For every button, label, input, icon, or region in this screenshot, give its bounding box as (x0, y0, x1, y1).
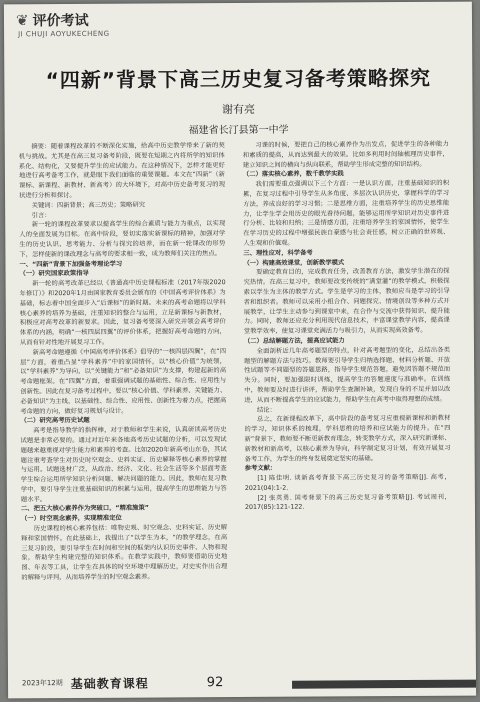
section-heading: 参考文献： (244, 465, 277, 473)
column-brand (16, 10, 110, 39)
brand-title: 评价考试 (32, 12, 89, 30)
section-heading: 二、把五大核心素养作为突破口，“精准施策” (20, 505, 149, 513)
issue-date: 2023年12期 (22, 679, 63, 688)
article-affiliation: 福建省长汀县第一中学 (188, 124, 289, 137)
section-heading: 一、“四新”背景下加强备考理论学习 (19, 260, 123, 268)
paragraph: 要确定教育目的，完成教育任务，改善教育方法，激发学生潜在的探究热情。在高三复习中，教师要改变传统的“满堂灌”的教学模式，积极探索以学生为主体的教学方式。学生是学习的主体，教师应当是学习的引导者和组织者。教师可以采用小组合作、问题探究、情境创设等多种方式开展教学，让学生主动参与到课堂中来，在合作与交流中获得知识、提升能力。同时，教师还应充分利用现代信息技术，丰富课堂教学内容，提高课堂教学效率，使复习课堂充满活力与吸引力，从而实现高效备考。 (243, 268, 450, 336)
right-text-column (243, 140, 452, 666)
brand-pinyin: JI CHUJI AOYUKECHENG (18, 29, 110, 39)
paragraph: 摘要：随着课程改革的不断深化实施，给高中历史教学带来了新的契机与挑战。尤其是在高三复习备考阶段，既要在短期之内将所学的知识体系化、结构化，又要提升学生的应试能力。在这种情况下，怎样才能更好地进行高考备考工作，就是眼下我们面临的重要课题。本文在“四新”（新课标、新课程、新教材、新高考）的大环境下，对高中历史备考复习的现状进行分析和探讨。 (18, 142, 226, 200)
paragraph: 引言： (31, 211, 51, 219)
section-heading: （二）总结解题方法，提高应试能力 (243, 337, 345, 345)
paragraph: 结论： (256, 406, 276, 414)
article-author: 谢有亮 (221, 102, 256, 117)
section-heading: （一）研究国家政策指导 (19, 270, 89, 278)
page-number: 92 (206, 674, 224, 690)
paragraph: 总之，在新课程改革下，高中阶段的备考复习应重视新课标和新教材的学习，知识体系的梳理，学科思维的培养和应试能力的提升。在“四新”背景下，教师要不断更新教育理念，转变教学方式，深入研究新课标、新教材和新高考，以核心素养为导向，科学制定复习计划，有效开展复习备考工作，为学生的终身发展奠定坚实的基础。 (244, 415, 451, 463)
footer-bar (292, 680, 476, 689)
paragraph: 高考是指导教学的指挥棒，对于教师和学生来说，认真研读高考历史试题是非常必要的。通过对近年来各地高考历史试题的分析，可以发现试题越来越重视对学生能力和素养的考查。比如2020年新高考山东卷，其试题注重考查学生对历史时空观念、史料实证、历史解释等核心素养的掌握与运用。试题选材广泛，从政治、经济、文化、社会生活等多个层面考查学生综合运用所学知识分析问题、解决问题的能力。因此，教师在复习教学中，要引导学生注重基础知识的积累与运用，提高学生的思维能力与答题水平。 (20, 426, 227, 504)
article-title: “四新”背景下高三历史复习备考策略探究 (45, 65, 432, 93)
section-heading: （一）时空观念素养，实现精准定位 (21, 515, 122, 523)
magazine-page (4, 2, 476, 699)
magazine-name: 基础教育课程 (70, 676, 149, 691)
paragraph: 全面剖析近几年高考题型的特点，针对高考题型的变化，总结出各类题型的解题方法与技巧。教师要引导学生归纳选择题、材料分析题、开放性试题等不同题型的答题思路，指导学生规范答题，避免因答题不规范而失分。同时，要加强限时训练，提高学生的答题速度与准确率。在训练中，教师要及时进行讲评，帮助学生查漏补缺，发现自身的不足并加以改进，从而不断提高学生的应试能力，帮助学生在高考中取得理想的成绩。 (244, 346, 451, 404)
section-heading: （二）落实核心素养，数千教学实践 (242, 170, 344, 179)
paragraph: 新一轮的高考改革已经以《普通高中历史课程标准（2017年版2020年修订）》和2020年1月由国家教育委员会颁布的《中国高考评价体系》为基础，标志着中国全面步入“后课标”的新时期。未来的高考命题将以学科核心素养的培养为基础，注重知识的整合与运用，立足新课标与新教材，积极应对高考改革的新要求。因此，复习备考要深入研究并领会高考评价体系的内涵，明确“一核四层四翼”的评价体系，把握好高考命题的方向，从而有针对性地开展复习工作。 (19, 279, 226, 347)
paragraph: 历史课程的核心素养包括：唯物史观、时空观念、史料实证、历史解释和家国情怀。在此基础上，我提出了“以学生为本，“的教学理念，在高三复习阶段，要引导学生在时间和空间的框架内认识历史事件、人物和现象，帮助学生构建完整的知识体系。在教学实践中，教师要借助历史地图、年表等工具，让学生在具体的时空环境中理解历史，对史实作出合理的解释与评判，从而培养学生的时空观念素养。 (21, 524, 228, 582)
paragraph: 新一轮的课程改革要求以提高学生的综合素质与能力为重点，以实现人的全面发展为目标。在高中阶段，要切实落实新课标的精神，加强对学生的历史认识、思考能力、分析与探究的培养，而在新一轮课改的形势下，怎样使新的课改理念与高考的要求相一致，成为教师们关注的焦点。 (19, 220, 226, 259)
section-heading: 三、理性应对，科学备考 (243, 249, 313, 257)
paragraph: [1] 陈佳明. 谈新高考背景下高三历史复习的备考策略[J]. 高考，2021(04):1-2. (244, 473, 451, 492)
left-text-column (19, 141, 228, 667)
paragraph: 新高考命题遵循《中国高考评价体系》倡导的“一核四层四翼”，在“四层”方面，着重凸显“学科素养”中的家国情怀，以“核心价值”为统领，以“学科素养”为导向，以“关键能力”和“必备知识”为支撑，构建起新的高考命题框架。在“四翼”方面，着重强调试题的基础性、综合性、应用性与创新性。因此在复习备考过程中，要以“核心价值、学科素养、关键能力、必备知识”为主线，以基础性、综合性、应用性、创新性为着力点，把握高考命题的方向，做好复习规划与设计。 (20, 347, 227, 415)
paragraph: 我们需要重点强调以下三个方面：一是认识方面，注重基础知识的积累，在复习过程中引导学生从多角度、多层次认识历史，掌握科学的学习方法，养成良好的学习习惯；二是思维方面，注重培养学生的历史思维能力，让学生学会用历史的眼光看待问题，能够运用所学知识对历史事件进行分析、比较和归纳；三是情感方面，注重培养学生的家国情怀，使学生在学习历史的过程中增强民族自豪感与社会责任感，树立正确的世界观、人生观和价值观。 (243, 179, 450, 247)
page-footer (8, 666, 476, 699)
paragraph: 关键词：四新背景；高三历史；策略研究 (31, 201, 146, 210)
leaf-logo-icon: ❦ (15, 11, 29, 30)
section-heading: （二）研究高考历史试题 (20, 417, 90, 425)
paragraph: 习课的时候，要把自己的核心素养作为出发点，促进学生的各种能力和素质的提高，从而达到最大的效果。比如多利用时间轴梳理历史事件，建立知识之间的横向与纵向联系，帮助学生形成完整的知识结构。 (242, 140, 449, 169)
section-heading: （一）构建高效课堂，创新教学模式 (243, 258, 345, 267)
paragraph: [2] 张英勇. 国考背景下的高三历史复习备考策略[J]. 考试周刊，2017(85):121-122. (244, 493, 451, 512)
